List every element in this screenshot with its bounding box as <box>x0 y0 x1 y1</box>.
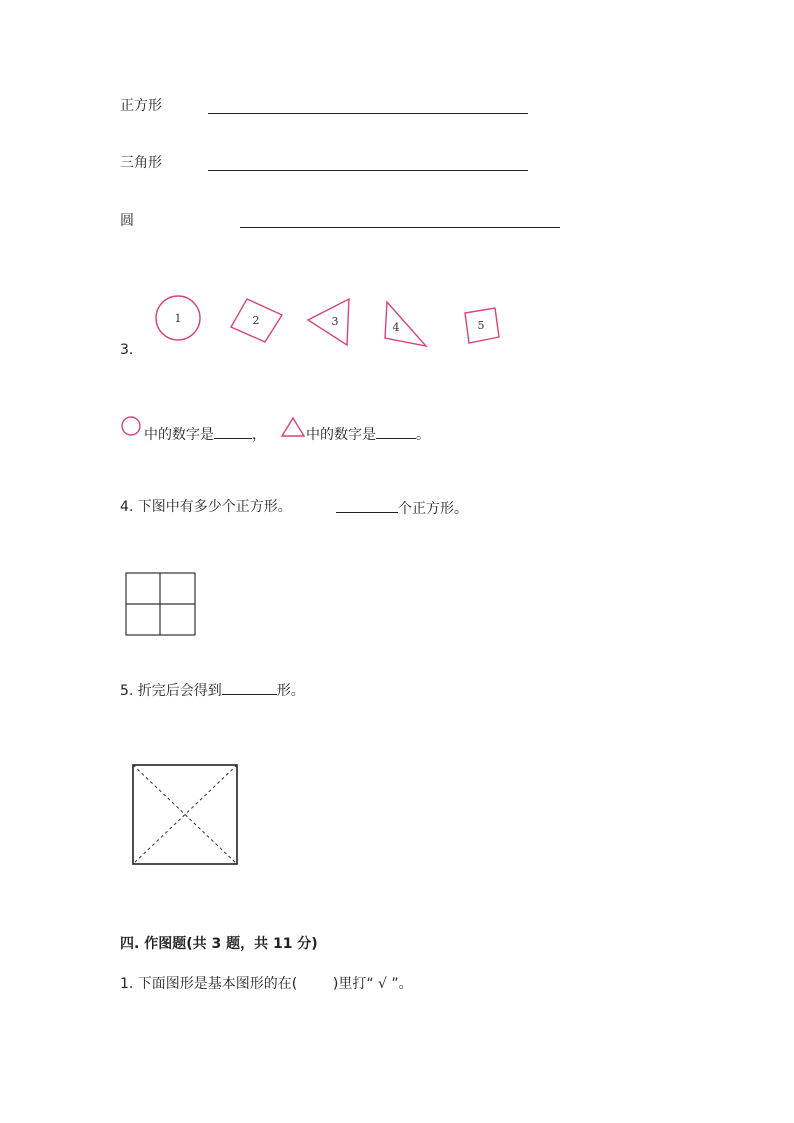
shape-label-2: 2 <box>252 314 260 327</box>
triangle-number-prompt: 中的数字是 <box>306 427 376 443</box>
shape-3-triangle <box>308 299 349 345</box>
row-label-triangle: 三角形 <box>120 155 162 171</box>
shape-label-5: 5 <box>477 319 485 332</box>
square-count-blank[interactable] <box>336 498 398 513</box>
shape-4-triangle <box>385 302 426 346</box>
shape-label-3: 3 <box>331 315 339 328</box>
question-5-suffix: 形。 <box>276 683 305 699</box>
circle-number-prompt: 中的数字是 <box>144 427 214 443</box>
folded-square-figure <box>133 765 237 864</box>
q3-period: 。 <box>416 427 430 443</box>
inline-circle-icon <box>122 417 140 435</box>
row-label-circle: 圆 <box>120 213 134 229</box>
triangle-number-blank[interactable] <box>376 424 416 439</box>
inline-triangle-icon <box>282 418 304 436</box>
q3-fill-in-sentence <box>144 424 266 444</box>
question-section4-1-text: 1. 下面图形是基本图形的在( )里打“ √ ”。 <box>120 976 413 992</box>
question-4-answer <box>336 498 468 518</box>
question-5-prefix: 5. 折完后会得到 <box>120 683 222 699</box>
square-grid-figure <box>126 573 195 635</box>
square-count-suffix: 个正方形。 <box>398 501 468 517</box>
row-label-square: 正方形 <box>120 98 162 114</box>
shape-label-4: 4 <box>392 321 400 334</box>
circle-number-blank[interactable] <box>214 424 252 439</box>
folded-shape-blank[interactable] <box>222 680 277 695</box>
q3-comma: ， <box>252 427 266 443</box>
question-number-3: 3. <box>120 342 134 358</box>
section-heading: 四. 作图题(共 3 题，共 11 分) <box>120 936 318 952</box>
q3-fill-in-sentence-2 <box>306 424 430 444</box>
question-5-text <box>120 680 305 700</box>
shape-label-1: 1 <box>174 312 182 325</box>
question-4-text: 4. 下图中有多少个正方形。 <box>120 499 292 515</box>
